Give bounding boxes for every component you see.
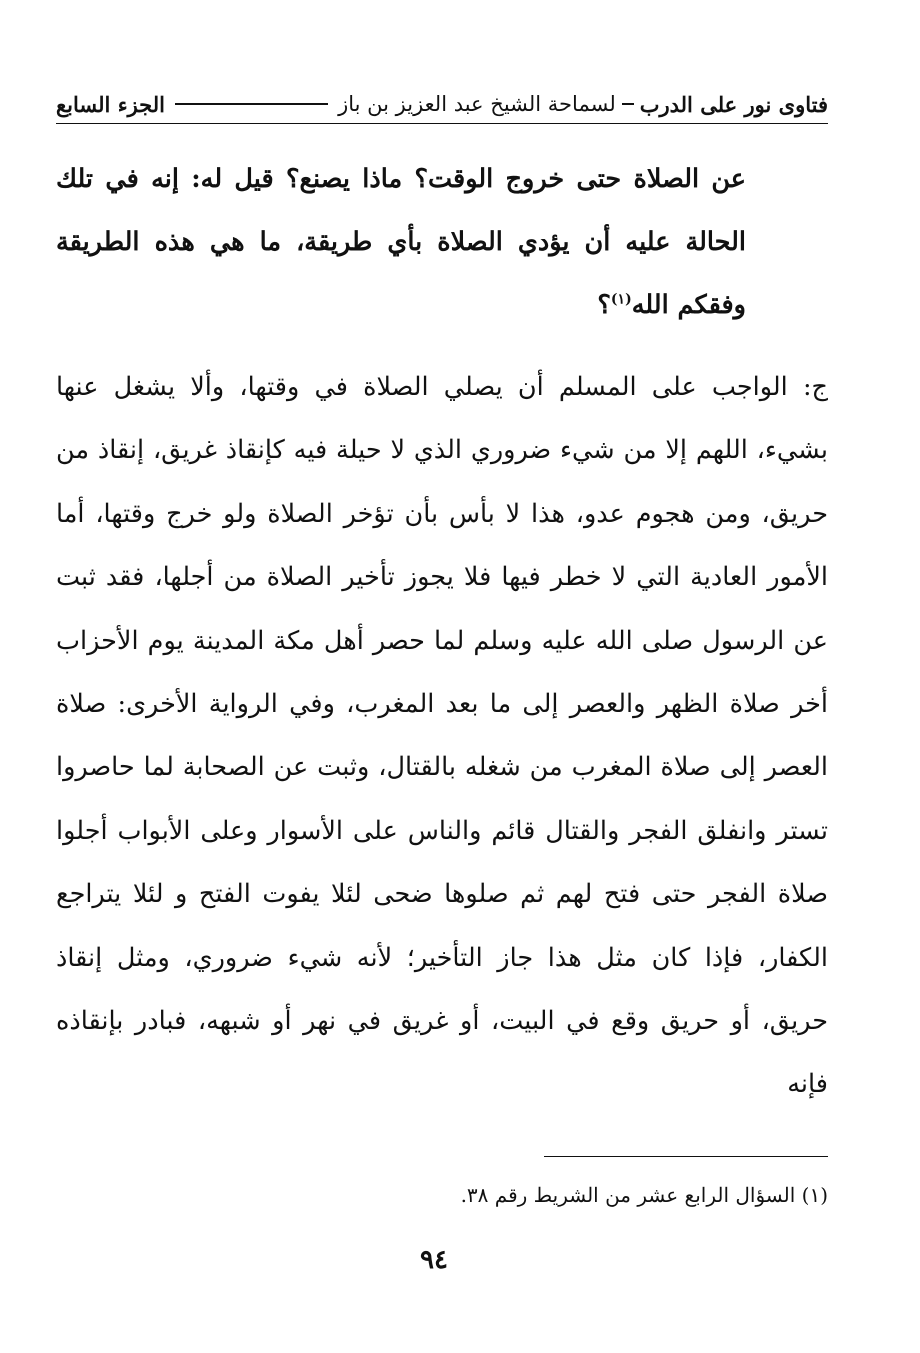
running-header	[56, 88, 828, 120]
author-name: لسماحة الشيخ عبد العزيز بن باز	[338, 92, 616, 116]
book-title: فتاوى نور على الدرب	[639, 91, 828, 117]
volume-label: الجزء السابع	[56, 91, 165, 117]
question-mark: ؟	[597, 290, 611, 320]
answer-paragraph: ج: الواجب على المسلم أن يصلي الصلاة في وقتها، وألا يشغل عنها بشيء، اللهم إلا من شيء ضروري الذي لا حيلة فيه كإنقاذ غريق، إنقاذ من حريق، ومن هجوم عدو، هذا لا بأس بأن تؤخر الصلاة ولو خرج وقتها، أما الأمور العادية التي لا خطر فيها فلا يجوز تأخير الصلاة من أجلها، فقد ثبت عن الرسول صلى الله عليه وسلم لما حصر أهل مكة المدينة يوم الأحزاب أخر صلاة الظهر والعصر إلى ما بعد المغرب، وفي الرواية الأخرى: صلاة العصر إلى صلاة المغرب من شغله بالقتال، وثبت عن الصحابة لما حاصروا تستر وانفلق الفجر والقتال قائم والناس على الأسوار وعلى الأبواب أجلوا صلاة الفجر حتى فتح لهم ثم صلوها ضحى لئلا يفوت الفتح و لئلا يتراجع الكفار، فإذا كان مثل هذا جاز التأخير؛ لأنه شيء ضروري، ومثل إنقاذ حريق، أو حريق وقع في البيت، أو غريق في نهر أو شبهه، فبادر بإنقاذه فإنه	[56, 372, 829, 1100]
header-separator-rule	[175, 103, 328, 105]
question-text: عن الصلاة حتى خروج الوقت؟ ماذا يصنع؟ قيل له: إنه في تلك الحالة عليه أن يؤدي الصلاة بأي طريقة، ما هي هذه الطريقة وفقكم الله	[56, 164, 746, 320]
footnote-reference: (١)	[610, 291, 632, 308]
question-paragraph	[56, 148, 746, 337]
footnote: (١) السؤال الرابع عشر من الشريط رقم ٣٨.	[460, 1183, 828, 1207]
header-underline	[56, 123, 828, 124]
footnote-separator	[544, 1156, 828, 1157]
header-dash	[622, 103, 634, 105]
page-number: ٩٤	[420, 1245, 448, 1275]
